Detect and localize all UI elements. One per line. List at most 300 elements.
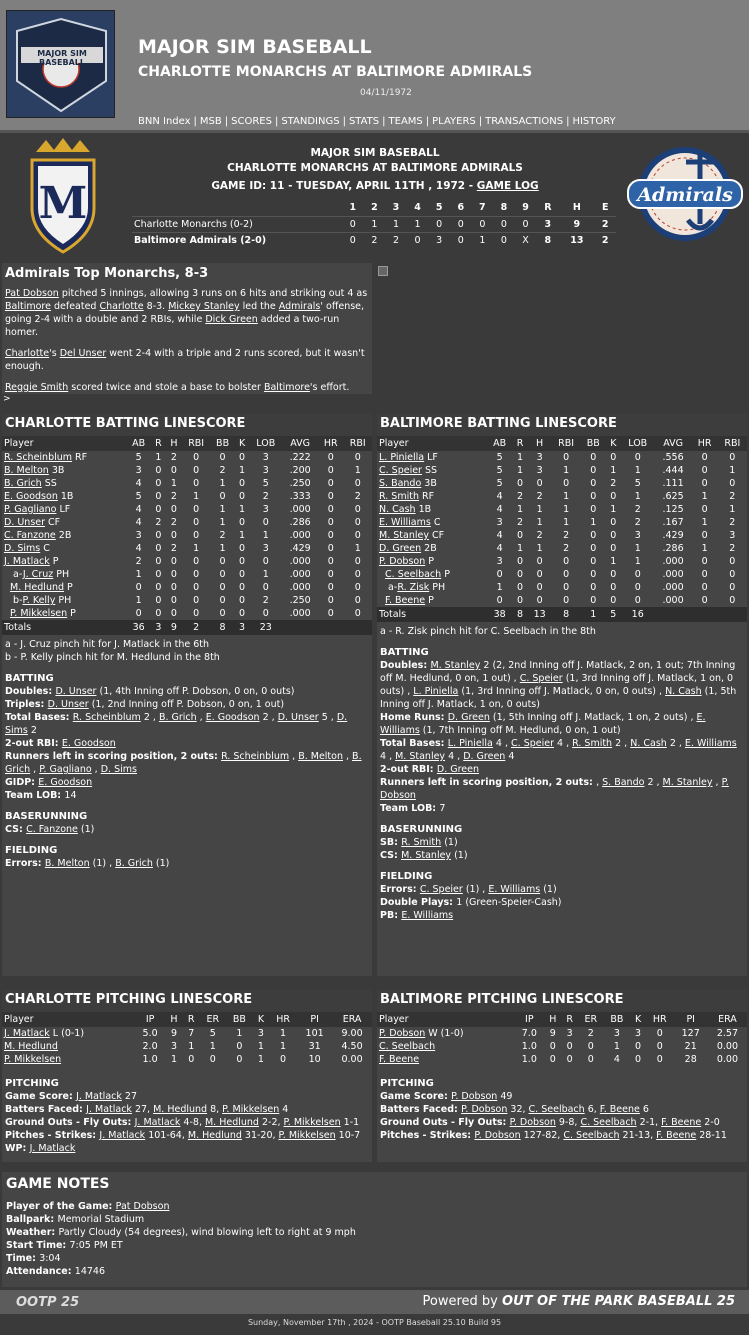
stat-cell: .000 [289,582,311,593]
stat-cell: 0 [193,595,200,606]
nav-link-transactions[interactable]: TRANSACTIONS [485,116,564,127]
player-link[interactable]: R. Smith [401,837,442,848]
text-run: 127-82, [520,1130,564,1141]
player-link[interactable]: F. Beene [656,1130,697,1141]
totals-cell [318,620,343,635]
stat-cell: 1.0 [142,1054,158,1065]
player-link[interactable]: Charlotte [99,301,144,312]
player-link[interactable]: F. Beene [379,1054,420,1065]
player-link[interactable]: R. Zisk [397,582,430,593]
player-position: RF [418,491,435,502]
text-run: 1 (Green-Speier-Cash) [456,897,562,908]
column-header: ERA [708,1012,747,1027]
player-link[interactable]: D. Unser [47,699,89,710]
player-link[interactable]: D. Sims [100,764,137,775]
player-link[interactable]: F. Beene [599,1104,640,1115]
nav-link-msb[interactable]: MSB [199,116,222,127]
game-log-link[interactable]: GAME LOG [476,180,539,192]
player-link[interactable]: B. Melton [4,465,49,476]
stat-cell: 4 [135,478,142,489]
stat-cell: 2 [170,543,177,554]
stat-cell: 3 [566,1028,573,1039]
stat-cell: 0 [536,478,543,489]
note-line [380,776,744,802]
player-link[interactable]: E. Goodson [205,712,260,723]
player-link[interactable]: P. Gagliano [4,504,57,515]
player-link[interactable]: L. Piniella [379,452,425,463]
stat-cell: 0 [193,504,200,515]
note-line [5,776,369,789]
text-run: 8, [207,1104,223,1115]
player-link[interactable]: D. Sims [5,712,348,736]
player-link[interactable]: Charlotte [5,348,50,359]
stat-cell: 0 [193,517,200,528]
stat-cell: 0 [635,1054,642,1065]
player-cell [2,594,127,607]
stat-cell: 1 [701,491,708,502]
stat-cell: 2 [262,491,269,502]
inning-score: 0 [349,234,356,246]
column-header: ER [200,1012,226,1027]
stat-cell: 0 [590,491,597,502]
stat-cell: 1 [634,465,641,476]
player-link[interactable]: R. Smith [379,491,419,502]
player-link[interactable]: R. Smith [572,738,613,749]
player-link[interactable]: C. Seelbach [563,1130,620,1141]
text-run: (1, 3rd Inning off J. Matlack, 0 on, 0 outs) , [458,686,666,697]
text-run: pitched 5 innings, allowing 3 runs on 6 hits and striking out 4 as [58,288,368,299]
stat-cell: 0 [563,595,570,606]
stat-cell: 0 [327,543,334,554]
player-link[interactable]: D. Green [379,543,422,554]
player-link[interactable]: B. Grich [4,478,42,489]
stat-cell: 0 [170,569,177,580]
stat-cell: 1 [239,465,246,476]
player-link[interactable]: B. Grich [5,751,362,775]
player-link[interactable]: M. Stanley [662,777,713,788]
player-link[interactable]: J. Matlack [76,1091,122,1102]
stat-cell: 1 [516,543,524,554]
inning-header: 9 [515,200,537,216]
column-header: R [183,1012,200,1027]
stat-cell: 0 [170,465,177,476]
note-label: Team LOB: [5,790,65,801]
text-run: defeated [50,301,100,312]
stat-cell: 1 [135,569,142,580]
batting-header [377,436,747,451]
section-heading: PITCHING [380,1078,434,1089]
player-link[interactable]: Pat Dobson [5,288,59,299]
stat-cell: 0 [729,595,736,606]
stat-cell: 0 [262,556,269,567]
note-line [380,802,744,815]
stat-cell: 3 [613,1028,620,1039]
stat-cell: 2 [354,491,361,502]
stat-cell: 1 [610,504,617,515]
player-link[interactable]: J. Matlack [4,556,50,567]
totals-cell: 36 [127,620,151,635]
player-link[interactable]: Baltimore [5,301,51,312]
table-row [2,607,372,620]
player-link[interactable]: P. Dobson [451,1091,498,1102]
player-link[interactable]: C. Speier [511,738,554,749]
stat-cell: 0 [219,491,226,502]
stat-cell: .429 [289,543,311,554]
player-link[interactable]: J. Matlack [29,1143,76,1154]
table-row [2,490,372,503]
stat-cell: 0 [701,530,708,541]
player-link[interactable]: C. Seelbach [580,1117,637,1128]
player-link[interactable]: N. Cash [665,686,702,697]
nav-link-players[interactable]: PLAYERS [432,116,476,127]
stat-cell: 1 [634,556,641,567]
stat-cell: 0 [587,1054,594,1065]
stat-cell: 3 [262,504,269,515]
stat-cell: 0 [566,1054,573,1065]
stat-cell: 0 [634,582,641,593]
text-run: (1, 3rd Inning off J. Matlack, 1 on, 0 outs) , [380,673,734,697]
player-link[interactable]: D. Green [436,764,480,775]
charlotte-batting-title: CHARLOTTE BATTING LINESCORE [2,414,372,436]
stat-cell: 2 [634,504,641,515]
recap-headline: Admirals Top Monarchs, 8-3 [5,266,209,281]
player-link[interactable]: P. Dobson [461,1104,508,1115]
player-link[interactable]: E. Williams [684,738,737,749]
column-header: ER [578,1012,604,1027]
team-name[interactable]: Baltimore Admirals (2-0) [134,234,267,246]
stat-cell: 0 [239,608,246,619]
text-run: (1, 4th Inning off P. Dobson, 0 on, 0 outs) [96,686,295,697]
stat-cell: 1 [536,543,543,554]
player-cell [2,568,127,581]
player-link[interactable]: C. Fanzone [26,824,78,835]
nav-link-history[interactable]: HISTORY [572,116,616,127]
stat-cell: 0 [193,465,200,476]
note-line [380,1129,744,1142]
stat-cell: .167 [662,517,684,528]
sub-note: a - J. Cruz pinch hit for J. Matlack in the 6th [5,639,210,650]
player-link[interactable]: C. Seelbach [385,569,442,580]
charlotte-batting-table [2,436,372,635]
player-link[interactable]: M. Stanley [395,751,446,762]
player-link[interactable]: E. Williams [401,910,454,921]
table-row [377,529,747,542]
section-heading: FIELDING [380,871,433,882]
player-link[interactable]: E. Williams [380,712,706,736]
player-link[interactable]: Dick Green [205,314,258,325]
player-link[interactable]: M. Hedlund [4,1041,58,1052]
player-link[interactable]: C. Seelbach [528,1104,585,1115]
player-link[interactable]: J. Matlack [86,1104,132,1115]
player-link[interactable]: F. Beene [661,1117,702,1128]
player-link[interactable]: C. Fanzone [4,530,56,541]
column-header: HR [318,436,343,451]
text-run: 6, [584,1104,600,1115]
table-row [377,477,747,490]
text-run: , [196,712,206,723]
player-link[interactable]: D. Unser [55,686,97,697]
note-line [5,1103,369,1116]
player-link[interactable]: L. Piniella [413,686,459,697]
note-label: Batters Faced: [380,1104,462,1115]
inning-score: 1 [414,218,421,230]
text-run: 's [49,348,60,359]
player-link[interactable]: M. Hedlund [10,582,65,593]
text-run: 3:04 [39,1253,61,1264]
text-run: 28-11 [696,1130,727,1141]
nav-link-stats[interactable]: STATS [348,116,380,127]
baltimore-pitching-title: BALTIMORE PITCHING LINESCORE [377,990,747,1012]
note-line [5,711,369,737]
stat-cell: 0 [590,543,597,554]
stat-cell: 0 [729,556,736,567]
player-link[interactable]: B. Melton [44,858,90,869]
text-run: , [342,751,353,762]
player-link[interactable]: P. Dobson [509,1117,556,1128]
stat-cell: 9 [170,1028,178,1039]
admirals-logo[interactable] [626,144,744,244]
msb-logo[interactable] [6,10,115,118]
text-run: 14 [64,790,77,801]
stat-cell: 0 [610,530,617,541]
stat-cell: 2 [262,595,269,606]
player-link[interactable]: M. Hedlund [187,1130,242,1141]
recap-paragraph [5,347,369,373]
note-label: GIDP: [5,777,39,788]
player-link[interactable]: C. Speier [379,465,422,476]
ootp-logo[interactable]: OOTP 25 [16,1295,80,1310]
player-link[interactable]: Pat Dobson [115,1201,170,1212]
charlotte-batting-panel [2,414,372,976]
stat-cell: 0 [610,582,617,593]
totals-cell: 13 [528,607,552,622]
player-link[interactable]: F. Beene [385,595,426,606]
note-line [380,1103,744,1116]
inning-score: 1 [392,218,399,230]
stat-cell: 2 [170,517,177,528]
player-link[interactable]: J. Matlack [134,1117,181,1128]
table-row [2,464,372,477]
player-link[interactable]: S. Bando [602,777,645,788]
player-link[interactable]: S. Bando [379,478,422,489]
player-link[interactable]: P. Gagliano [39,764,92,775]
player-link[interactable]: P. Mikkelsen [4,1054,62,1065]
player-link[interactable]: M. Hedlund [204,1117,259,1128]
stat-cell: 0 [549,1041,556,1052]
player-link[interactable]: J. Matlack [99,1130,146,1141]
stat-cell: 0 [327,595,334,606]
player-link[interactable]: D. Unser [277,712,319,723]
player-link[interactable]: R. Scheinblum [221,751,290,762]
player-link[interactable]: Admirals [278,301,321,312]
sub-prefix: a- [4,569,23,580]
stat-cell: 1 [219,517,226,528]
stat-cell: 0 [219,582,226,593]
totals-cell: 8 [551,607,580,622]
table-row [2,451,372,464]
stat-cell: 2.57 [716,1028,739,1039]
column-header: R [561,1012,577,1027]
player-link[interactable]: R. Scheinblum [72,712,141,723]
player-link[interactable]: D. Sims [4,543,41,554]
text-run: 10-7 [335,1130,361,1141]
stat-cell: 3 [536,465,543,476]
stat-cell: 0 [590,504,597,515]
player-link[interactable]: D. Green [447,712,490,723]
stat-cell: 0 [610,517,617,528]
stat-cell: 5 [135,491,142,502]
text-run: 21-13, [619,1130,657,1141]
note-line [5,1142,369,1155]
player-link[interactable]: P. Mikkelsen [278,1130,336,1141]
note-label: Game Score: [380,1091,452,1102]
stat-cell: 1 [170,478,177,489]
stat-cell: 0 [590,582,597,593]
player-link[interactable]: Del Unser [59,348,107,359]
player-link[interactable]: P. Mikkelsen [283,1117,341,1128]
nav-link-teams[interactable]: TEAMS [388,116,423,127]
stat-cell: 31 [308,1041,321,1052]
player-link[interactable]: M. Hedlund [153,1104,208,1115]
player-position: CF [428,530,445,541]
player-link[interactable]: P. Dobson [379,556,426,567]
totals-cell [343,620,372,635]
player-link[interactable]: E. Goodson [61,738,116,749]
recap-more-link[interactable]: > [3,394,11,404]
note-label: Pitches - Strikes: [5,1130,100,1141]
text-run: 1-1 [340,1117,360,1128]
player-link[interactable]: P. Dobson [474,1130,521,1141]
player-cell [377,451,487,464]
table-row [377,1040,747,1053]
player-link[interactable]: M. Stanley [401,850,452,861]
column-header: H [544,1012,561,1027]
stat-cell: 5 [634,478,641,489]
text-run: 9-8, [555,1117,581,1128]
player-link[interactable]: J. Matlack [4,1028,50,1039]
table-row [377,1027,747,1040]
stat-cell: 0 [155,556,162,567]
player-link[interactable]: C. Speier [419,884,463,895]
baltimore-batting-table [377,436,747,622]
player-link[interactable]: E. Williams [379,517,431,528]
player-link[interactable]: E. Goodson [4,491,58,502]
player-link[interactable]: B. Melton [298,751,343,762]
column-header: IP [135,1012,165,1027]
text-run: 2 , [140,712,159,723]
note-line [5,789,369,802]
player-link[interactable]: L. Piniella [447,738,493,749]
player-link[interactable]: P. Dobson [379,1028,426,1039]
player-link[interactable]: Baltimore [263,382,310,393]
column-header: Player [377,1012,515,1027]
stat-cell: 101 [305,1028,324,1039]
stat-cell: 1 [496,582,503,593]
stat-cell: 4.50 [341,1041,363,1052]
player-link[interactable]: R. Scheinblum [4,452,73,463]
team-name[interactable]: Charlotte Monarchs (0-2) [134,218,253,230]
player-link[interactable]: E. Goodson [38,777,93,788]
stat-cell: .250 [289,478,311,489]
inning-score: 0 [414,234,421,246]
stat-cell: 0.00 [716,1054,739,1065]
stat-cell: 0 [610,569,617,580]
note-line [380,1090,744,1103]
inning-header: 5 [428,200,450,216]
text-run: 7:05 PM ET [69,1240,123,1251]
stat-cell: 5 [262,478,269,489]
text-run: , [91,764,101,775]
player-link[interactable]: D. Unser [4,517,46,528]
stat-cell: 3 [262,543,269,554]
note-label: Start Time: [6,1240,70,1251]
player-link[interactable]: M. Stanley [379,530,429,541]
note-label: Weather: [6,1227,59,1238]
text-run: 4 , [380,751,396,762]
stat-cell: 3 [635,1028,642,1039]
nav-link-scores[interactable]: SCORES [231,116,272,127]
player-link[interactable]: B. Grich [158,712,197,723]
note-label: Player of the Game: [6,1201,116,1212]
stat-cell: 0 [155,465,162,476]
player-link[interactable]: B. Grich [115,858,153,869]
powered-by[interactable] [423,1294,735,1309]
stat-cell: 1 [239,504,246,515]
column-header: RBI [182,436,210,451]
player-link[interactable]: M. Stanley [430,660,481,671]
player-link[interactable]: P. Mikkelsen [222,1104,280,1115]
stat-cell: 2 [729,491,736,502]
monarchs-logo[interactable] [28,138,98,254]
player-link[interactable]: C. Speier [519,673,563,684]
stat-cell: 1 [634,543,641,554]
player-link[interactable]: P. Mikkelsen [10,608,68,619]
player-link[interactable]: P. Kelly [22,595,56,606]
stat-cell: 0 [193,556,200,567]
table-row [2,581,372,594]
note-line [5,685,369,698]
stat-cell: 0 [170,556,177,567]
column-header: AB [127,436,151,451]
player-link[interactable]: D. Green [463,751,506,762]
note-line [6,1200,743,1213]
stat-cell: .000 [662,595,684,606]
totals-cell: 3 [151,620,166,635]
stat-cell: 1 [188,1041,195,1052]
inning-header: 8 [493,200,515,216]
stat-cell: 2 [170,452,177,463]
monarchs-logo-letter: M [38,178,88,229]
note-line [380,909,744,922]
inning-header: 1 [342,200,364,216]
player-link[interactable]: N. Cash [379,504,416,515]
player-position: CF [45,517,61,528]
nav-link-bnn-index[interactable]: BNN Index [138,116,191,127]
player-link[interactable]: N. Cash [630,738,667,749]
player-link[interactable]: Mickey Stanley [168,301,240,312]
player-link[interactable]: J. Cruz [22,569,54,580]
player-link[interactable]: Reggie Smith [5,382,69,393]
player-link[interactable]: C. Seelbach [379,1041,436,1052]
charlotte-pitching-panel [2,990,372,1162]
text-run: 2-0 [701,1117,720,1128]
nav-link-standings[interactable]: STANDINGS [281,116,340,127]
section-heading: BATTING [5,673,54,684]
player-link[interactable]: E. Williams [488,884,541,895]
page-subtitle: CHARLOTTE MONARCHS AT BALTIMORE ADMIRALS [138,64,533,80]
player-link[interactable]: P. Dobson [380,777,729,801]
stat-cell: 4 [135,517,142,528]
